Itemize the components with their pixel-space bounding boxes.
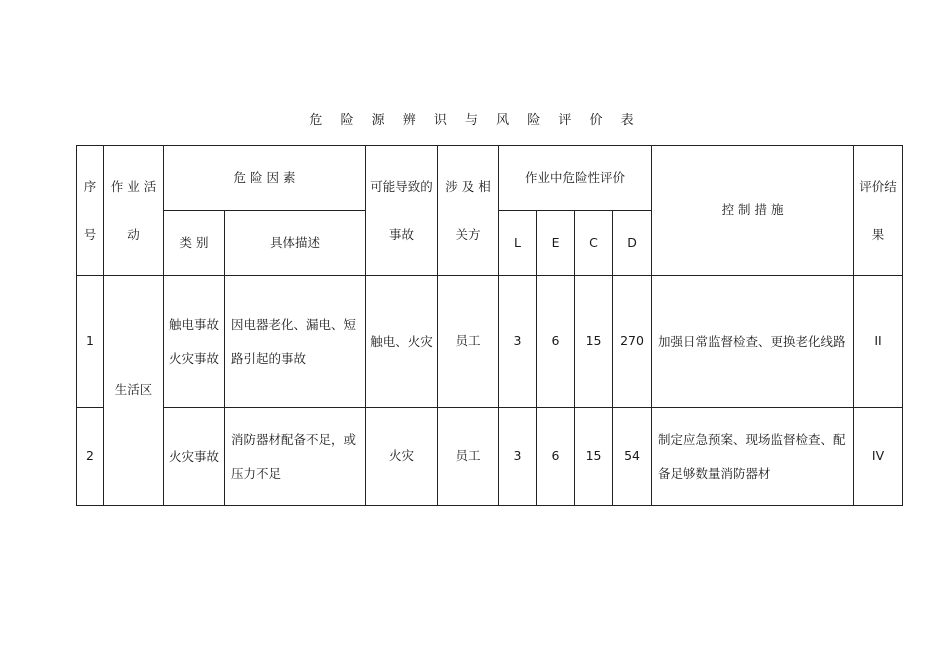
header-evaluation-result: 评价结果 — [854, 146, 903, 276]
header-involved-parties: 涉 及 相关方 — [438, 146, 499, 276]
table-row — [77, 276, 903, 408]
row2-seq: 2 — [77, 408, 104, 506]
table-row — [77, 408, 903, 506]
header-possible-accident: 可能导致的事故 — [366, 146, 438, 276]
row2-category: 火灾事故 — [164, 408, 225, 506]
row1-measures: 加强日常监督检查、更换老化线路 — [652, 276, 854, 408]
row2-E: 6 — [537, 408, 575, 506]
row1-involved: 员工 — [438, 276, 499, 408]
row2-C: 15 — [575, 408, 613, 506]
row1-L: 3 — [499, 276, 537, 408]
header-risk-evaluation: 作业中危险性评价 — [499, 146, 652, 211]
row2-involved: 员工 — [438, 408, 499, 506]
row-activity: 生活区 — [104, 276, 164, 506]
row1-category: 触电事故火灾事故 — [164, 276, 225, 408]
hazard-risk-table — [76, 145, 903, 506]
header-E: E — [537, 211, 575, 276]
document-title: 危 险 源 辨 识 与 风 险 评 价 表 — [309, 113, 641, 128]
row2-D: 54 — [613, 408, 652, 506]
header-L: L — [499, 211, 537, 276]
header-seq: 序号 — [77, 146, 104, 276]
header-description: 具体描述 — [225, 211, 366, 276]
row2-description: 消防器材配备不足，或压力不足 — [225, 408, 366, 506]
row1-result: II — [854, 276, 903, 408]
header-D: D — [613, 211, 652, 276]
row2-accident: 火灾 — [366, 408, 438, 506]
row2-L: 3 — [499, 408, 537, 506]
row1-D: 270 — [613, 276, 652, 408]
row1-C: 15 — [575, 276, 613, 408]
header-control-measures: 控 制 措 施 — [652, 146, 854, 276]
row1-description: 因电器老化、漏电、短路引起的事故 — [225, 276, 366, 408]
header-hazard-factors: 危 险 因 素 — [164, 146, 366, 211]
row2-measures: 制定应急预案、现场监督检查、配备足够数量消防器材 — [652, 408, 854, 506]
row1-accident: 触电、火灾 — [366, 276, 438, 408]
header-activity: 作 业 活 动 — [104, 146, 164, 276]
header-category: 类 别 — [164, 211, 225, 276]
row2-result: IV — [854, 408, 903, 506]
header-C: C — [575, 211, 613, 276]
row1-seq: 1 — [77, 276, 104, 408]
row1-E: 6 — [537, 276, 575, 408]
